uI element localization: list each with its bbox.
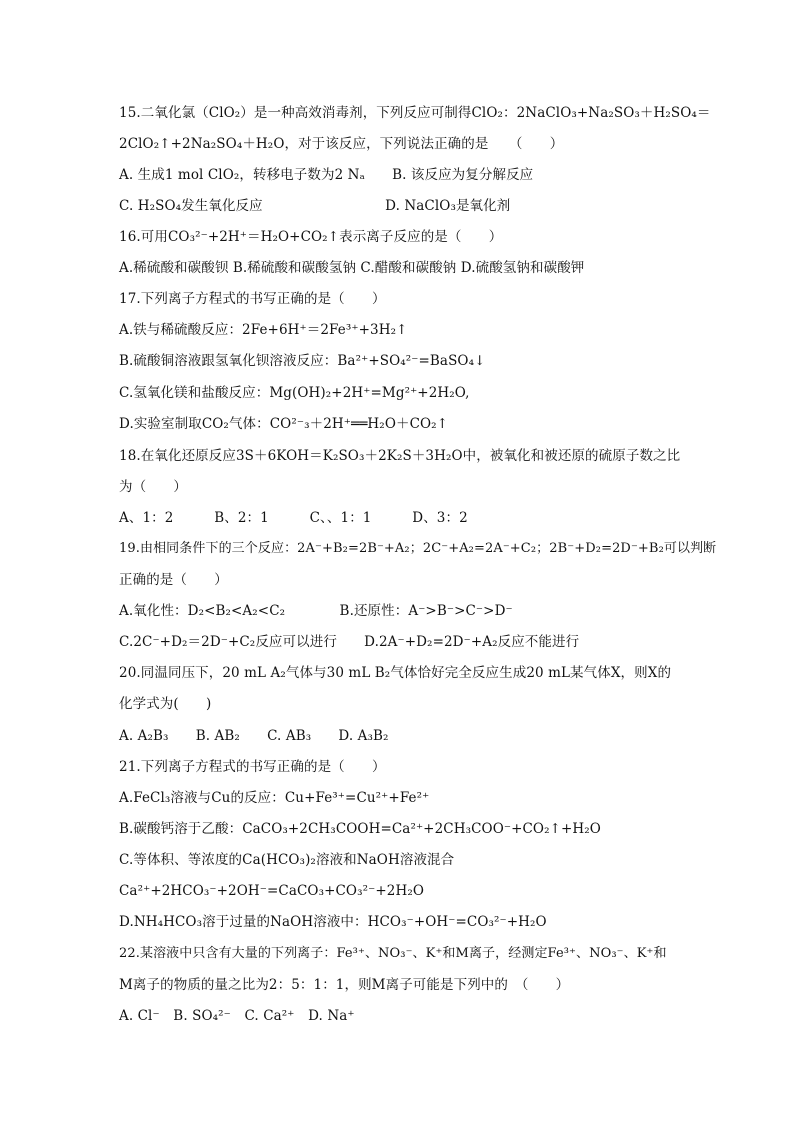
- q17-option-d: D.实验室制取CO₂气体：CO²⁻₃＋2H⁺══H₂O＋CO₂↑: [119, 416, 449, 432]
- q22-stem-line2: M离子的物质的量之比为2：5：1：1，则M离子可能是下列中的 （ ）: [119, 977, 570, 993]
- q17-option-c: C.氢氧化镁和盐酸反应：Mg(OH)₂+2H⁺=Mg²⁺+2H₂O,: [119, 385, 470, 401]
- q21-option-d: D.NH₄HCO₃溶于过量的NaOH溶液中：HCO₃⁻+OH⁻=CO₃²⁻+H₂O: [119, 914, 547, 930]
- q17-option-a: A.铁与稀硫酸反应：2Fe+6H⁺＝2Fe³⁺+3H₂↑: [119, 322, 408, 338]
- q20-stem-line1: 20.同温同压下，20 mL A₂气体与30 mL B₂气体恰好完全反应生成20 mL某气体X，则X的: [119, 665, 672, 681]
- q18-options: A、1：2 B、2：1 C、、1：1 D、3：2: [119, 510, 468, 526]
- q22-stem-line1: 22.某溶液中只含有大量的下列离子：Fe³⁺、NO₃⁻、K⁺和M离子，经测定Fe³⁺、NO₃⁻、K⁺和: [119, 946, 667, 961]
- q20-stem-line2: 化学式为( ): [119, 696, 212, 712]
- q15-options-ab: A. 生成1 mol ClO₂，转移电子数为2 Nₐ B. 该反应为复分解反应: [119, 167, 534, 183]
- q21-option-c: C.等体积、等浓度的Ca(HCO₃)₂溶液和NaOH溶液混合: [119, 852, 455, 868]
- q21-option-c-equation: Ca²⁺+2HCO₃⁻+2OH⁻=CaCO₃+CO₃²⁻+2H₂O: [119, 883, 424, 899]
- q19-options-cd: C.2C⁻+D₂＝2D⁻+C₂反应可以进行 D.2A⁻+D₂=2D⁻+A₂反应不能进行: [119, 634, 580, 650]
- q19-stem-line2: 正确的是（ ）: [119, 572, 228, 588]
- q15-stem-line2: 2ClO₂↑+2Na₂SO₄＋H₂O，对于该反应，下列说法正确的是 （ ）: [119, 136, 564, 152]
- q19-stem-line1: 19.由相同条件下的三个反应：2A⁻+B₂=2B⁻+A₂；2C⁻+A₂=2A⁻+C₂；2B⁻+D₂=2D⁻+B₂可以判断: [119, 541, 717, 556]
- q21-stem: 21.下列离子方程式的书写正确的是（ ）: [119, 759, 386, 775]
- q18-stem-line1: 18.在氧化还原反应3S＋6KOH＝K₂SO₃＋2K₂S＋3H₂O中，被氧化和被还原的硫原子数之比: [119, 448, 681, 464]
- q21-option-b: B.碳酸钙溶于乙酸：CaCO₃+2CH₃COOH=Ca²⁺+2CH₃COO⁻+CO₂↑+H₂O: [119, 821, 601, 837]
- q16-stem: 16.可用CO₃²⁻+2H⁺＝H₂O+CO₂↑表示离子反应的是（ ）: [119, 229, 503, 245]
- q20-options: A. A₂B₃ B. AB₂ C. AB₃ D. A₃B₂: [119, 728, 389, 744]
- q17-stem: 17.下列离子方程式的书写正确的是（ ）: [119, 291, 386, 307]
- q21-option-a: A.FeCl₃溶液与Cu的反应：Cu+Fe³⁺=Cu²⁺+Fe²⁺: [119, 790, 430, 806]
- q17-option-b: B.硫酸铜溶液跟氢氧化钡溶液反应：Ba²⁺+SO₄²⁻=BaSO₄↓: [119, 353, 486, 369]
- q18-stem-line2: 为（ ）: [119, 479, 187, 495]
- q15-stem-line1: 15.二氧化氯（ClO₂）是一种高效消毒剂，下列反应可制得ClO₂：2NaClO₃+Na₂SO₃＋H₂SO₄＝: [119, 105, 711, 121]
- q16-options: A.稀硫酸和碳酸钡 B.稀硫酸和碳酸氢钠 C.醋酸和碳酸钠 D.硫酸氢钠和碳酸钾: [119, 260, 585, 276]
- q19-options-ab: A.氧化性：D₂<B₂<A₂<C₂ B.还原性：A⁻>B⁻>C⁻>D⁻: [119, 603, 513, 619]
- q22-options: A. Cl⁻ B. SO₄²⁻ C. Ca²⁺ D. Na⁺: [119, 1008, 355, 1024]
- q15-options-cd: C. H₂SO₄发生氧化反应 D. NaClO₃是氧化剂: [119, 198, 511, 214]
